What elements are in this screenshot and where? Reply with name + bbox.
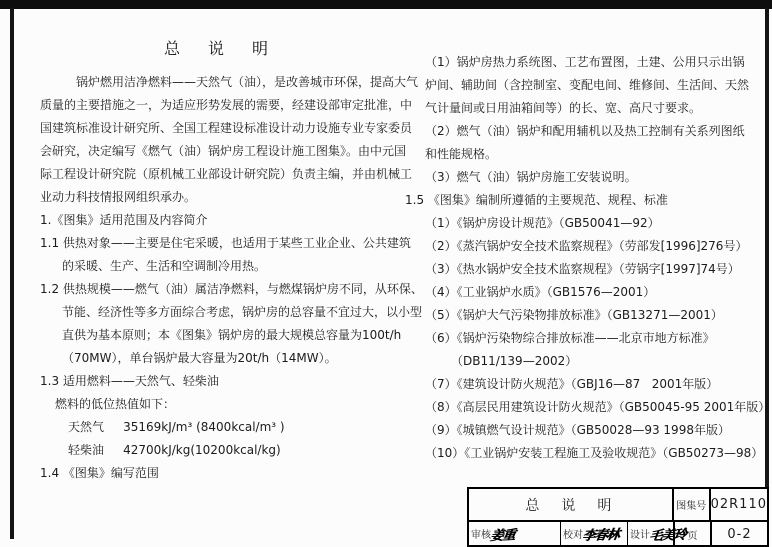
standard-item: （4）《工业锅炉水质》（GB1576—2001） [425, 285, 656, 299]
text-line: 质量的主要措施之一，为适应形势发展的需要，经建设部审定批准，中 [40, 98, 413, 112]
standard-item: （5）《锅炉大气污染物排放标准》（GB13271—2001） [425, 308, 723, 322]
section-1-3: 1.3 适用燃料——天然气、轻柴油 [40, 374, 219, 388]
designer-signature: 毛美玲 [648, 527, 687, 544]
section-1-heading: 1.《图集》适用范围及内容简介 [40, 213, 208, 227]
left-column [40, 36, 423, 485]
standard-item: （6）《锅炉污染物综合排放标准——北京市地方标准》 [425, 331, 715, 345]
text-line: 业动力科技情报网组织承办。 [40, 190, 197, 204]
text-line: 际工程设计研究院（原机械工业部设计研究院）负责主编，并由机械工 [40, 167, 413, 181]
atlas-number-value: 02R110 [710, 497, 767, 512]
designer-cell [628, 522, 687, 547]
sheet-border-left [10, 8, 14, 539]
standard-item: （2）《蒸汽锅炉安全技术监察规程》（劳部发[1996]276号） [425, 239, 748, 253]
text-line: 会研究，决定编写《燃气（油）锅炉房工程设计施工图集》。由中元国 [40, 144, 407, 158]
atlas-number-label: 图集号 [674, 489, 711, 520]
right-column [405, 51, 771, 465]
standard-item: （10）《工业锅炉安装工程施工及验收规范》（GB50273—98） [425, 446, 764, 460]
title-block-row-1 [469, 489, 767, 522]
text-line: （2）燃气（油）锅炉和配用辅机以及热工控制有关系列图纸 [425, 124, 745, 138]
text-line: 的采暖、生产、生活和空调制冷用热。 [62, 259, 267, 273]
reviewer-label: 审核 [471, 530, 491, 541]
checker-signature: 李春林 [581, 527, 620, 544]
standard-item: （9）《城镇燃气设计规范》（GB50028—93 1998年版） [425, 423, 730, 437]
text-line: （1）锅炉房热力系统图、工艺布置图，土建、公用只示出锅 [425, 55, 745, 69]
section-1-4: 1.4 《图集》编写范围 [40, 466, 159, 480]
page-number-value: 0-2 [727, 527, 752, 542]
text-line: 国建筑标准设计研究所、全国工程建设标准设计动力设施专业专家委员 [40, 121, 413, 135]
text-line: 锅炉燃用洁净燃料——天然气（油），是改善城市环保，提高大气 [76, 75, 419, 89]
checker-cell [561, 522, 628, 547]
reviewer-signature: 姜重 [489, 528, 516, 544]
page-number-label: 页 [675, 522, 712, 547]
text-line: 燃料的低位热值如下： [55, 397, 176, 411]
text-line: （70MW），单台锅炉最大容量为20t/h（14MW）。 [62, 351, 337, 365]
title-block-row-2 [469, 522, 767, 547]
standard-item: （1）《锅炉房设计规范》（GB50041—92） [425, 216, 660, 230]
section-1-1: 1.1 供热对象——主要是住宅采暖，也适用于某些工业企业、公共建筑 [40, 236, 411, 250]
standard-item: （7）《建筑设计防火规范》（GBJ16—87 2001年版） [425, 377, 719, 391]
text-line: 炉间、辅助间（含控制室、变配电间、维修间、生活间、天然 [425, 78, 750, 92]
text-line: 和性能规格。 [425, 147, 498, 161]
standard-item: （3）《热水锅炉安全技术监察规程》（劳锅字[1997]74号） [425, 262, 740, 276]
section-1-2: 1.2 供热规模——燃气（油）属洁净燃料，与燃煤锅炉房不同，从环保、 [40, 282, 423, 296]
text-line: （3）燃气（油）锅炉房施工安装说明。 [425, 170, 637, 184]
checker-label: 校对 [563, 530, 583, 541]
text-line: 节能、经济性等多方面综合考虑，锅炉房的总容量不宜过大，以小型 [62, 305, 423, 319]
scan-top-edge [0, 0, 772, 9]
page-title: 总 说 明 [163, 39, 274, 58]
text-line: 气计量间或日用油箱间等）的长、宽、高尺寸要求。 [425, 101, 702, 115]
title-block-title: 总 说 明 [469, 489, 674, 520]
title-block [467, 487, 769, 547]
fuel-value-natural-gas: 天然气 35169kJ/m³ (8400kcal/m³ ) [68, 420, 285, 434]
standard-item: （8）《高层民用建筑设计防火规范》（GB50045-95 2001年版） [425, 400, 771, 414]
fuel-value-diesel: 轻柴油 42700kJ/kg(10200kcal/kg) [68, 443, 281, 457]
designer-label: 设计 [630, 530, 650, 541]
reviewer-cell [469, 522, 561, 547]
standard-item-continuation: （DB11/139—2002） [451, 354, 578, 368]
section-1-5: 1.5 《图集》编制所遵循的主要规范、规程、标准 [405, 193, 668, 207]
text-line: 直供为基本原则；本《图集》锅炉房的最大规模总容量为100t/h [62, 328, 402, 342]
sheet-border-right [765, 8, 769, 539]
